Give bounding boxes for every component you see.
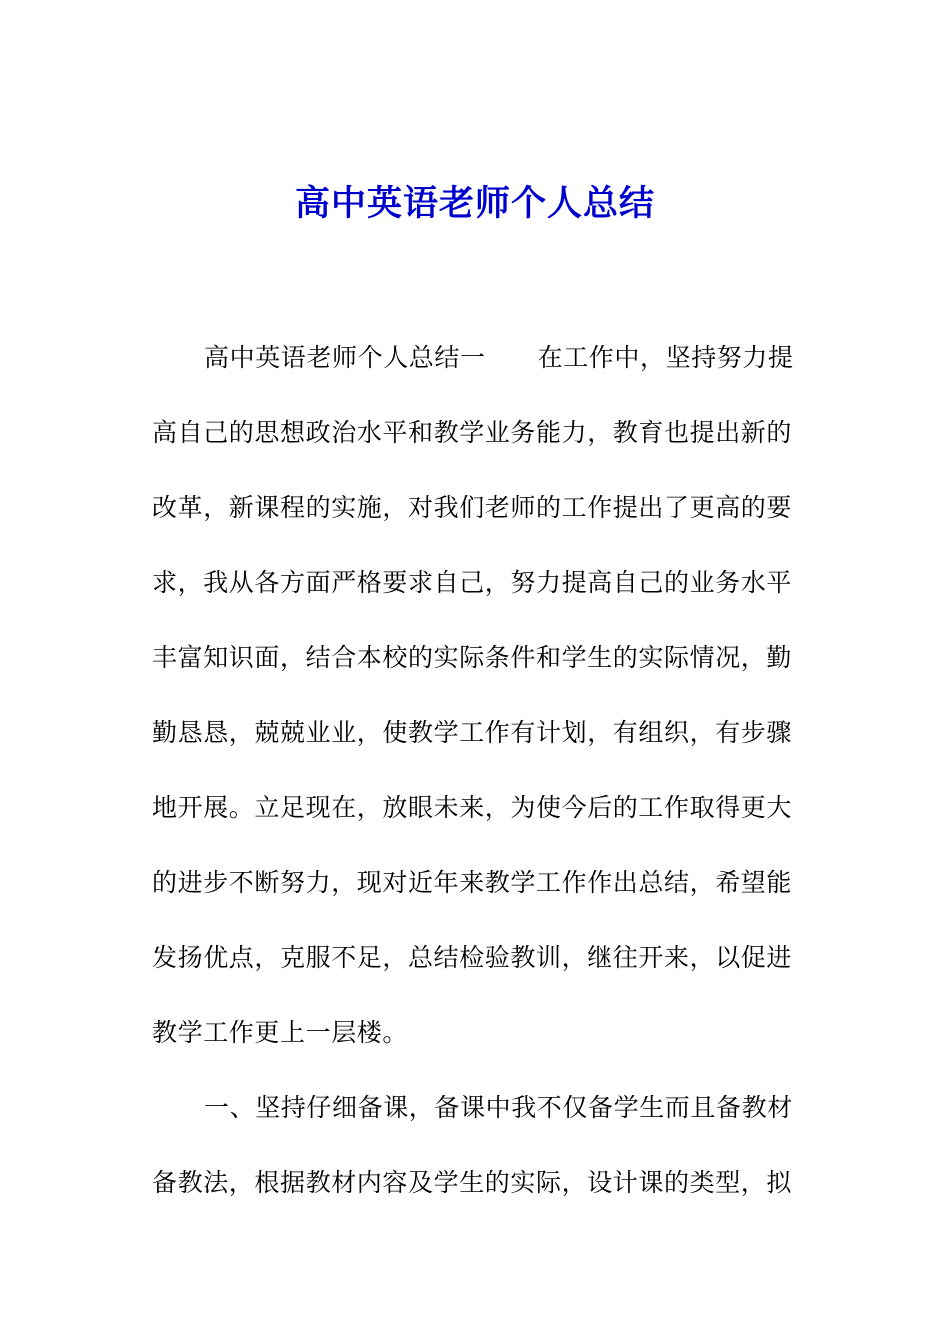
line-text: 在工作中，坚持努力提 (537, 343, 794, 372)
paragraph-line: 备教法，根据教材内容及学生的实际，设计课的类型，拟 (152, 1168, 793, 1197)
paragraph-line: 丰富知识面，结合本校的实际条件和学生的实际情况，勤 (152, 643, 793, 672)
paragraph-line: 勤恳恳，兢兢业业，使教学工作有计划，有组织，有步骤 (152, 718, 793, 747)
document-body (152, 320, 792, 1220)
paragraph-line: 的进步不断努力，现对近年来教学工作作出总结，希望能 (152, 868, 793, 897)
paragraph-line: 高自己的思想政治水平和教学业务能力，教育也提出新的 (152, 418, 793, 447)
paragraph-line: 一、坚持仔细备课，备课中我不仅备学生而且备教材 (204, 1093, 793, 1122)
document-title: 高中英语老师个人总结 (294, 183, 655, 224)
paragraph-line: 地开展。立足现在，放眼未来，为使今后的工作取得更大 (152, 793, 793, 822)
paragraph-line: 发扬优点，克服不足，总结检验教训，继往开来，以促进 (152, 943, 793, 972)
paragraph-line: 教学工作更上一层楼。 (152, 1018, 409, 1047)
paragraph-line: 求，我从各方面严格要求自己，努力提高自己的业务水平 (152, 568, 793, 597)
paragraph-line (152, 320, 792, 395)
section-heading: 高中英语老师个人总结一 (204, 343, 486, 372)
paragraph-line: 改革，新课程的实施，对我们老师的工作提出了更高的要 (152, 493, 793, 522)
